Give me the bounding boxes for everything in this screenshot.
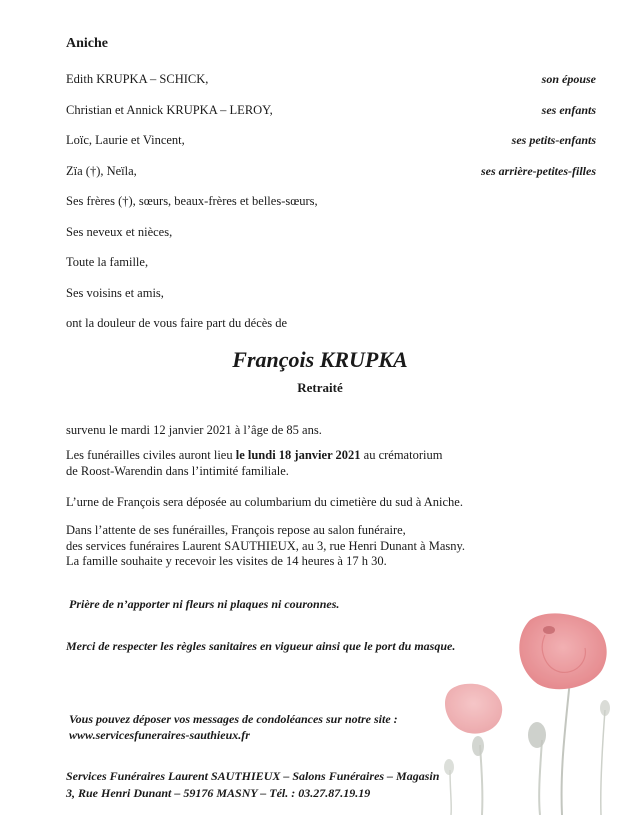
deceased-name: François KRUPKA xyxy=(232,347,408,372)
funeral-date: le lundi 18 janvier 2021 xyxy=(235,448,361,462)
funeral-paragraph xyxy=(66,448,442,479)
family-member: Ses neveux et nièces, xyxy=(66,224,173,239)
death-date-text: survenu le mardi 12 janvier 2021 à l’âge de 85 ans. xyxy=(66,423,322,437)
family-member: Loïc, Laurie et Vincent, xyxy=(66,133,185,147)
rest-line: Dans l’attente de ses funérailles, François repose au salon funéraire, xyxy=(66,523,406,537)
family-row xyxy=(66,131,596,162)
rest-paragraph xyxy=(66,523,465,570)
funeral-home-footer xyxy=(66,768,439,802)
condolences-link[interactable]: www.servicesfuneraires-sauthieux.fr xyxy=(69,728,250,742)
family-relation: ses enfants xyxy=(541,102,596,117)
family-relation: son épouse xyxy=(541,72,596,86)
deceased-title: Retraité xyxy=(297,380,343,395)
rest-line: La famille souhaite y recevoir les visites de 14 heures à 17 h 30. xyxy=(66,554,387,568)
sanitary-notice: Merci de respecter les règles sanitaires en vigueur ainsi que le port du masque. xyxy=(66,639,456,653)
flowers-notice: Prière de n’apporter ni fleurs ni plaques ni couronnes. xyxy=(69,597,340,611)
family-relation: ses arrière-petites-filles xyxy=(481,163,596,178)
condolences-block xyxy=(69,711,398,743)
family-member: Ses frères (†), sœurs, beaux-frères et belles-sœurs, xyxy=(66,194,318,208)
urn-text: L’urne de François sera déposée au columbarium du cimetière du sud à Aniche. xyxy=(66,495,463,509)
family-row xyxy=(66,284,596,315)
funeral-text: au crématorium xyxy=(360,448,443,462)
condolences-text: Vous pouvez déposer vos messages de condoléances sur notre site : xyxy=(69,712,398,726)
family-row xyxy=(66,101,596,132)
family-row xyxy=(66,253,596,284)
funeral-text: de Roost-Warendin dans l’intimité familiale. xyxy=(66,463,289,478)
family-row xyxy=(66,192,596,223)
family-row xyxy=(66,162,596,193)
family-member: Ses voisins et amis, xyxy=(66,285,164,300)
funeral-text: Les funérailles civiles auront lieu xyxy=(66,448,236,462)
family-relation: ses petits-enfants xyxy=(511,133,596,147)
poppy-illustration xyxy=(420,560,640,815)
family-member: Edith KRUPKA – SCHICK, xyxy=(66,72,209,86)
family-row xyxy=(66,314,596,345)
footer-company: Services Funéraires Laurent SAUTHIEUX – Salons Funéraires – Magasin xyxy=(66,769,440,783)
family-member: Zïa (†), Neïla, xyxy=(66,163,137,178)
family-row xyxy=(66,223,596,254)
family-list xyxy=(66,70,596,345)
town-heading: Aniche xyxy=(66,36,108,51)
family-row xyxy=(66,70,596,101)
family-member: Christian et Annick KRUPKA – LEROY, xyxy=(66,102,273,117)
family-member: Toute la famille, xyxy=(66,255,149,269)
footer-address: 3, Rue Henri Dunant – 59176 MASNY – Tél. : 03.27.87.19.19 xyxy=(66,786,371,800)
announcement-line: ont la douleur de vous faire part du décès de xyxy=(66,316,288,330)
rest-line: des services funéraires Laurent SAUTHIEUX, au 3, rue Henri Dunant à Masny. xyxy=(66,538,466,553)
